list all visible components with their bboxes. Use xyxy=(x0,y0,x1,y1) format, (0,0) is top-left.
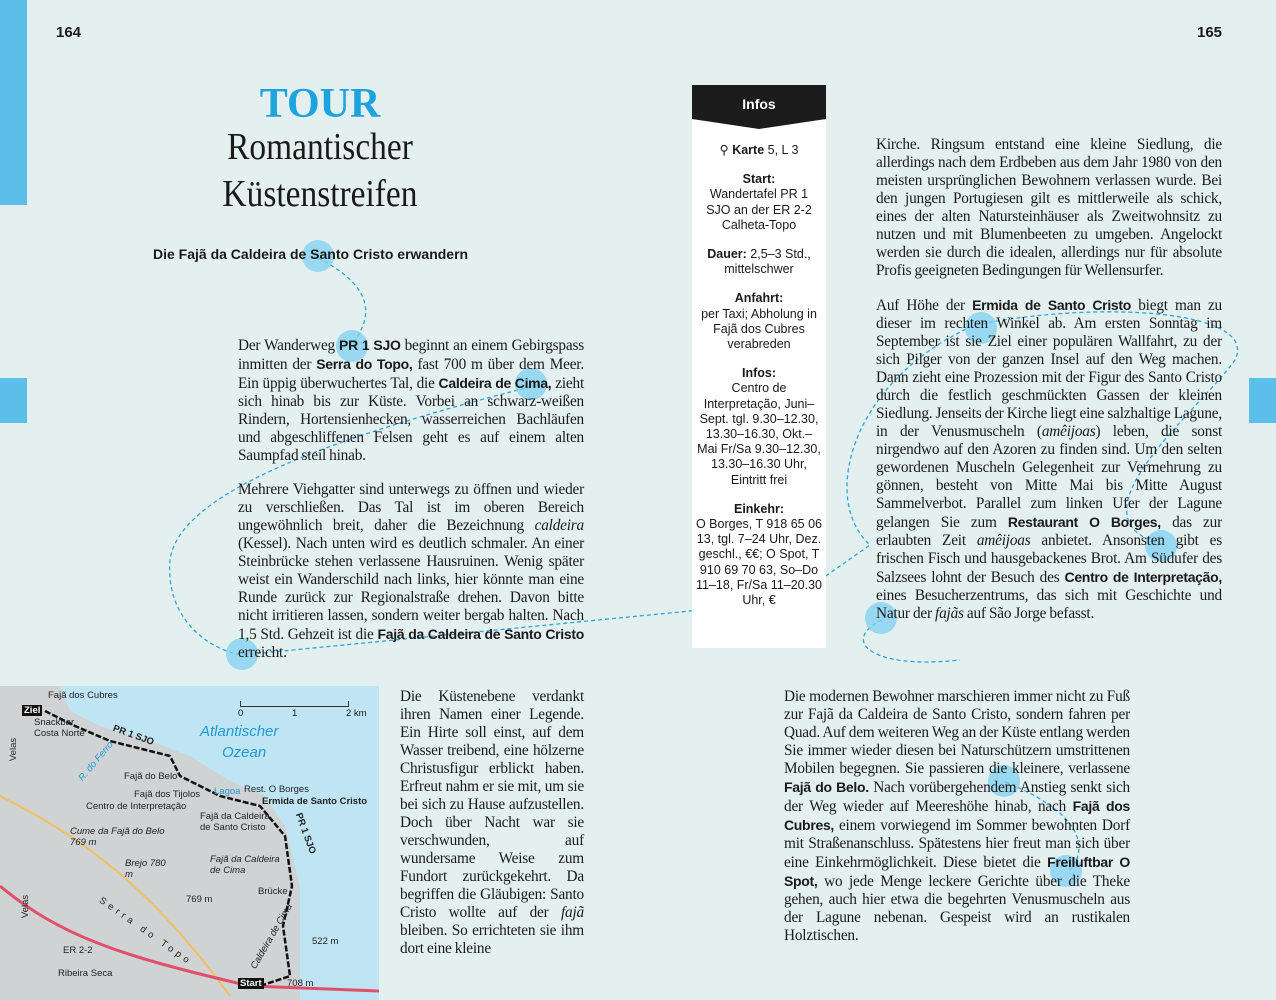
infos-header: Infos xyxy=(692,85,826,119)
paragraph xyxy=(238,481,584,662)
text-run: Kirche. Ringsum entstand eine kleine Siedlung, die allerdings nach dem Erdbeben aus dem Jahr 1980 von den meisten ursprünglichen Bewohnern verlassen wurde. Bei den jungen Portugiesen gilt es mittlerweile als schick, eines der alten Natursteinhäuser als Zweitwohnsitz zu nutzen und mit Blumenbeeten zu umgeben. Angelockt werden sie durch die idealen, allerdings nur für absolute Profis geeigneten Bedingungen für Wellensurfer. xyxy=(876,136,1222,279)
text-run: einem vorwiegend im Sommer bewohnten Dorf mit Straßenanschluss. Spätestens hier freut man sich über eine Einkehrmöglichkeit. Diese bietet die xyxy=(784,817,1130,871)
map-label: Fajã da Caldeira de Cima xyxy=(210,854,280,876)
map-scale-label: 1 xyxy=(292,708,298,719)
paragraph xyxy=(238,336,584,465)
text-run: zieht sich hinab bis zur Küste. Vorbei an schwarz-weißen Rindern, Hortensienhecken, wasserreichen Bachläufen und abgeschliffenen Felsen geht es auf einem alten Saumpfad steil hinab. xyxy=(238,375,584,464)
text-run: amêijoas xyxy=(1041,423,1096,440)
map-label: Caldeira de Cima xyxy=(248,901,295,972)
infos-value: Centro de Interpretação, Juni–Sept. tgl. 9.30–12.30, 13.30–16.30, Okt.–Mai Fr/Sa 9.30–12.30, 13.30–16.30 Uhr, Eintritt frei xyxy=(697,381,821,487)
infos-label: Infos: xyxy=(741,366,777,381)
text-run: Der Wanderweg xyxy=(238,337,340,354)
bold-place-name: Serra do Topo, xyxy=(316,356,413,372)
map-label: Ozean xyxy=(222,744,267,761)
map-pin-icon: ⚲ xyxy=(719,143,729,157)
map-label: Velas xyxy=(20,894,32,919)
page-number-right: 165 xyxy=(1197,24,1223,41)
right-text-column xyxy=(876,136,1222,639)
text-run: Mehrere Viehgatter sind unterwegs zu öffnen und wieder zu verschließen. Das Tal ist im oberen Bereich ungewöhnlich breit, daher die Bezeichnung xyxy=(238,481,584,534)
map-scale-label: 2 km xyxy=(346,708,367,719)
map-label: Ziel xyxy=(24,705,41,716)
map-label: 708 m xyxy=(287,978,314,989)
text-run: amêijoas xyxy=(976,532,1031,549)
bold-place-name: Fajã do Belo. xyxy=(784,779,869,795)
text-run: wo jede Menge leckere Gerichte über die Theke gehen, auch hier etwa die begehrten Venusmuscheln aus der Lagune nebenan. Gespeist wird an rustikalen Holztischen. xyxy=(784,873,1130,944)
text-run: Nach vorübergehendem Anstieg senkt sich der Weg wieder auf Meereshöhe hinab, nach xyxy=(784,779,1130,815)
text-run: erreicht. xyxy=(238,644,287,661)
text-run: Die Küstenebene verdankt ihren Namen einer Legende. Ein Hirte soll einst, auf dem Wasser treibend, eine hölzerne Christusfigur erblickt haben. Erfreut nahm er sie mit, um sie bei sich zu Hause aufzustellen. Doch über Nacht war sie verschwunden, auf wundersame Weise zum Fundort zurückgekehrt. Da begriffen die Gläubigen: Santo Cristo wollte auf der xyxy=(400,688,584,921)
map-label: Serra do Topo xyxy=(96,895,195,968)
map-scale-bar xyxy=(240,701,349,707)
page-title xyxy=(197,124,443,218)
map-label: PR 1 SJO xyxy=(111,723,156,748)
page-number-left: 164 xyxy=(56,24,82,41)
text-run: eines Besucherzentrums, das sich mit Geschichte und Natur der xyxy=(876,587,1222,622)
bold-place-name: Centro de Interpretação, xyxy=(1064,569,1222,585)
map-label: Rest. O Borges xyxy=(244,784,309,795)
map-label: 522 m xyxy=(312,936,339,947)
map-label: Fajã dos Cubres xyxy=(48,690,118,701)
bold-place-name: Restaurant O Borges, xyxy=(1007,514,1161,530)
bold-place-name: Freiluftbar O Spot, xyxy=(784,854,1130,889)
subtitle: Die Fajã da Caldeira de Santo Cristo erwandern xyxy=(153,246,469,262)
map-label: Brücke xyxy=(258,886,288,897)
map-side-text-column xyxy=(400,688,584,974)
paragraph xyxy=(784,688,1130,945)
map-label: ER 2-2 xyxy=(63,945,93,956)
karte-value: 5, L 3 xyxy=(764,143,799,157)
paragraph xyxy=(876,136,1222,280)
text-run: auf São Jorge befasst. xyxy=(963,605,1095,622)
text-run: das zur erlaubten Zeit xyxy=(876,514,1222,549)
map-label: Fajã dos Tijolos xyxy=(134,789,201,800)
map-label: PR 1 SJO xyxy=(292,811,318,856)
map-label: Ermida de Santo Cristo xyxy=(262,796,368,807)
start-label: Start: xyxy=(742,172,776,187)
text-run: bleiben. So errichteten sie ihm dort eine kleine xyxy=(400,922,584,957)
text-run: fast 700 m über dem Meer. Ein üppig überwuchertes Tal, die xyxy=(238,356,584,392)
dauer-value: 2,5–3 Std., mittelschwer xyxy=(724,247,811,277)
text-run: fajã xyxy=(561,904,584,921)
anfahrt-value: per Taxi; Abholung in Fajã dos Cubres verabreden xyxy=(701,306,817,352)
map-label: Lagoa xyxy=(214,786,241,797)
map-label: Fajã da Caldeira de Santo Cristo xyxy=(200,811,270,833)
paragraph xyxy=(400,688,584,958)
bold-place-name: Caldeira de Cima, xyxy=(438,375,552,391)
dauer-label: Dauer: xyxy=(707,247,747,262)
infos-box xyxy=(692,85,826,648)
bottom-right-text-column xyxy=(784,688,1130,961)
map-label: Cume da Fajã do Belo 769 m xyxy=(70,826,165,848)
text-run: anbietet. Ansonsten gibt es frischen Fisch und hausgebackenes Brot. Am Südufer des Salzsees lohnt der Besuch des xyxy=(876,532,1222,586)
map-label: Velas xyxy=(8,737,20,762)
einkehr-value: O Borges, T 918 65 06 13, tgl. 7–24 Uhr, Dez. geschl., €€; O Spot, T 910 69 70 63, So–Do 11–18, Fr/Sa 11–20.30 Uhr, € xyxy=(695,517,823,608)
text-run: (Kessel). Nach unten wird es deutlich schmaler. An einer Steinbrücke stehen verlassene Hausruinen. Wenig später weist ein Wanderschild nach links, hier könnte man eine Runde zurück zur Regionalstraße drehen. Davon bitte nicht irritieren lassen, sondern weiter bergab halten. Nach 1,5 Std. Gehzeit ist die xyxy=(238,535,584,643)
text-run: ) leben, die sonst nirgendwo auf den Azoren zu finden sind. Um den selten gewordenen Muscheln Gelegenheit zur Vermehrung zu gönnen, besteht von Mitte Mai bis Mitte August Sammelverbot. Parallel zum linken Ufer der Lagune gelangen Sie zum xyxy=(876,423,1223,531)
anfahrt-label: Anfahrt: xyxy=(734,291,784,306)
paragraph xyxy=(876,296,1222,623)
map-label: Snackbar Costa Norte xyxy=(34,717,85,739)
text-run: fajãs xyxy=(935,605,964,622)
map-label: Brejo 780 m xyxy=(125,858,166,880)
map-label: Start xyxy=(240,978,262,989)
map-label: 769 m xyxy=(186,894,213,905)
tour-label: TOUR xyxy=(259,81,381,127)
map-label: Atlantischer xyxy=(200,723,279,740)
map-label: Centro de Interpretação xyxy=(86,801,187,812)
map-label: R. do Ferro xyxy=(76,739,116,784)
karte-label: Karte xyxy=(732,143,765,157)
einkehr-label: Einkehr: xyxy=(733,501,784,516)
text-run: Auf Höhe der xyxy=(876,297,973,314)
map-label: Fajã do Belo xyxy=(124,771,178,782)
route-map xyxy=(0,686,379,1000)
left-text-column xyxy=(238,336,584,678)
bold-place-name: Ermida de Santo Cristo xyxy=(972,297,1132,313)
bold-place-name: Fajã da Caldeira de Santo Cristo xyxy=(377,626,584,642)
bold-place-name: Fajã dos Cubres, xyxy=(784,798,1130,833)
start-value: Wandertafel PR 1 SJO an der ER 2-2 Calheta-Topo xyxy=(706,187,812,232)
map-scale-label: 0 xyxy=(238,708,244,719)
bold-place-name: PR 1 SJO xyxy=(339,337,401,353)
title-line-1: Romantischer xyxy=(227,126,413,168)
title-line-2: Küstenstreifen xyxy=(222,173,418,215)
text-run: caldeira xyxy=(534,517,584,534)
text-run: Die modernen Bewohner marschieren immer nicht zu Fuß zur Fajã da Caldeira de Santo Cristo, sondern fahren per Quad. Auf dem weiteren Weg an der Küste entlang werden Sie immer wieder diesen bei Naturschützern umstrittenen Mobilen begegnen. Sie passieren die kleinere, verlassene xyxy=(784,688,1130,777)
text-run: biegt man zu dieser im rechten Winkel ab. Am ersten Sonntag im September ist sie Ziel einer populären Wallfahrt, zu der sich Pilger von der ganzen Insel auf den Weg machen. Dann zieht eine Prozession mit der Figur des Santo Cristo durch die festlich geschmückten Gassen der kleinen Siedlung. Jenseits der Kirche liegt eine salzhaltige Lagune, in der Venusmuscheln ( xyxy=(876,297,1223,440)
text-run: beginnt an einem Gebirgspass inmitten der xyxy=(238,337,584,373)
map-label: Ribeira Seca xyxy=(58,968,113,979)
